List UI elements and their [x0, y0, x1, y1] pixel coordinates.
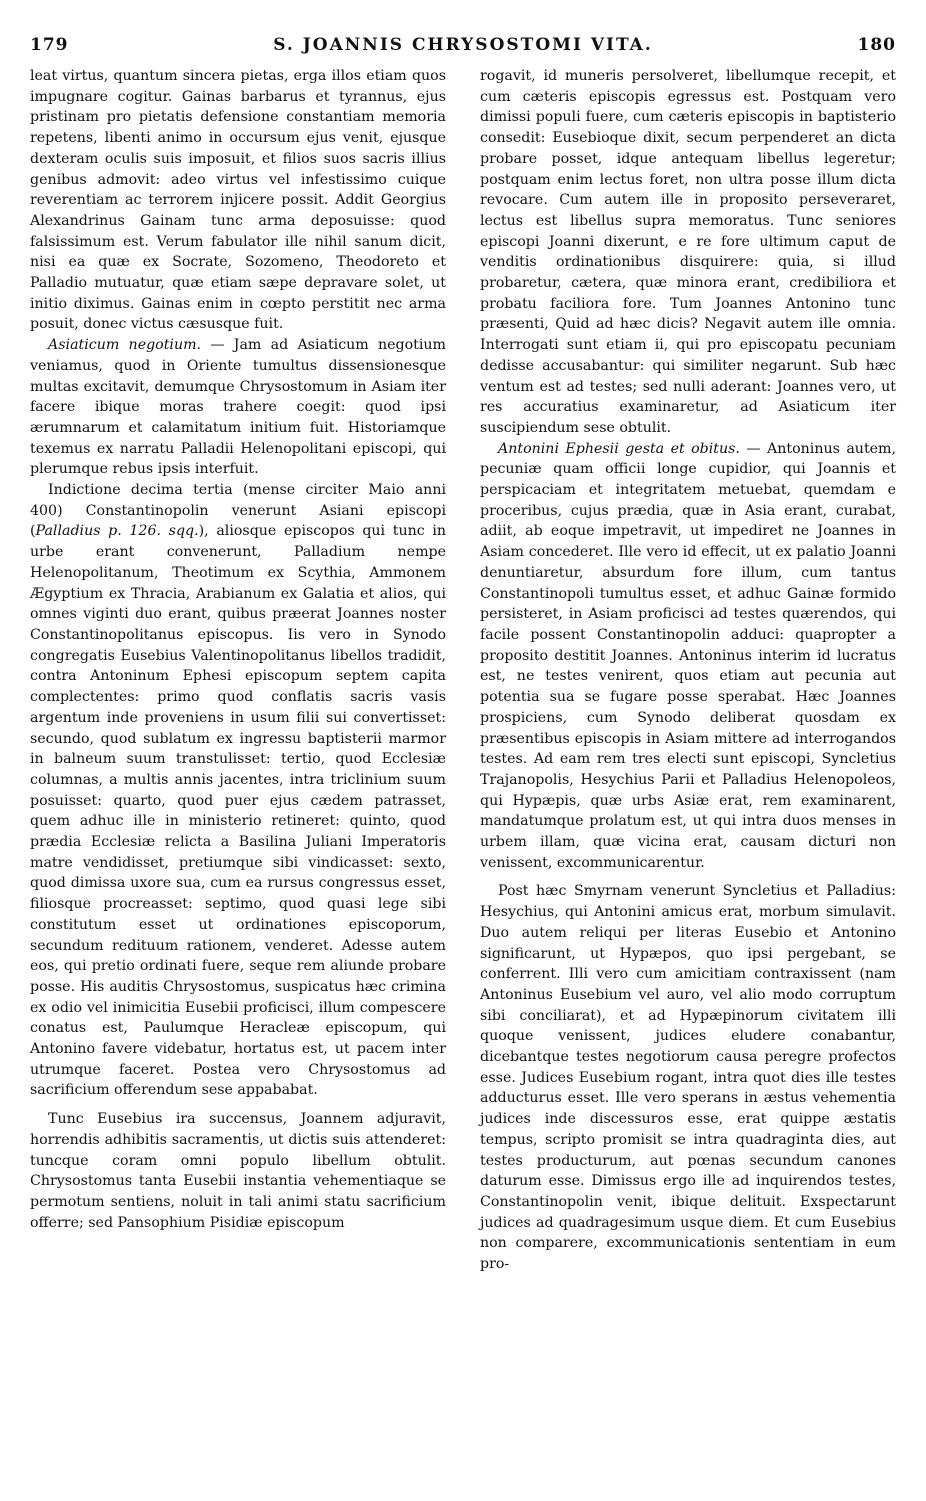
paragraph [30, 335, 446, 480]
section-heading: Asiaticum negotium. [48, 337, 202, 354]
page-number-left: 179 [30, 35, 69, 55]
page-number-right: 180 [857, 35, 896, 55]
citation: Palladius p. 126. sqq. [35, 523, 199, 540]
paragraph [480, 439, 896, 874]
paragraph: Tunc Eusebius ira succensus, Joannem adjuravit, horrendis adhibitis sacramentis, ut dictis suis attenderet: tuncque coram omni populo libellum obtulit. Chrysostomus tanta Eusebii instantia vehementiaque se permotum sentiens, noluit in tali animi statu sacrificium offerre; sed Pansophium Pisidiæ episcopum [30, 1111, 446, 1231]
paragraph-text: ), aliosque episcopos qui tunc in urbe erant convenerunt, Palladium nempe Helenopolitanum, Theotimum ex Scythia, Ammonem Ægyptium ex Thracia, Arabianum ex Galatia et alios, qui omnes viginti duo erant, quibus præerat Joannes noster Constantinopolitanus episcopus. Iis vero in Synodo congregatis Eusebius Valentinopolitanus libellos tradidit, contra Antoninum Ephesi episcopum septem capita complectentes: primo quod conflatis sacris vasis argentum inde proveniens in usum filii sui convertisset: secundo, quod sublatum ex ingressu baptisterii marmor in balneum suum transtulisset: tertio, quod Ecclesiæ columnas, a multis annis jacentes, intra triclinium suum posuisset: quarto, quod puer ejus cædem patrasset, quem adhuc ille in ministerio retineret: quinto, quod prædia Ecclesiæ relicta a Basilina Juliani Imperatoris matre vendidisset, pretiumque sibi vindicasset: sexto, quod dimissa uxore sua, cum ea rursus congressus esset, filiosque procreasset: septimo, quod quasi lege sibi constitutum esset ut ordinationes episcoporum, secundum redituum rationem, venderet. Adesse autem eos, qui pretio ordinati fuere, seque rem aliunde probare posse. His auditis Chrysostomus, suspicatus hæc crimina ex odio vel inimicitia Eusebii proficisci, illum compescere conatus est, Paulumque Heracleæ episcopum, qui Antonino favere videbatur, hortatus est, ut pacem inter utrumque faceret. Postea vero Chrysostomus ad sacrificium offerendum sese appababat. [30, 523, 447, 1099]
paragraph-text: — Antoninus autem, pecuniæ quam officii longe cupidior, qui Joannis et perspicaciam et integritatem metuebat, quemdam e proceribus, cujus prædia, quæ in Asia erant, curabat, adiit, ab eoque impetravit, ut impediret ne Joannes in Asiam concederet. Ille vero id effecit, ut ex palatio Joanni denuntiaretur, absurdum fore illum, cum tantus Constantinopoli tumultus esset, et adhuc Gainæ formido persisteret, in Asiam proficisci ad testes quærendos, qui facile possent Constantinopolin adduci: quapropter a proposito destitit Joannes. Antoninus interim id lucratus est, ne testes venirent, quos etiam aut pecunia aut potentia sua se fugare posse sperabat. Hæc Joannes prospiciens, cum Synodo deliberat quosdam ex præsentibus episcopis in Asiam mittere ad interrogandos testes. Ad eam rem tres electi sunt episcopi, Syncletius Trajanopolis, Hesychius Parii et Palladius Helenopoleos, qui Hypæpis, quæ urbs Asiæ erat, rem examinarent, mandatumque prolatum est, ut qui intra duos menses in urbem illam, quæ vicina erat, causam dicturi non venissent, excommunicarentur. [480, 440, 896, 871]
running-title: S. JOANNIS CHRYSOSTOMI VITA. [273, 35, 653, 55]
paragraph: leat virtus, quantum sincera pietas, erga illos etiam quos impugnare cogitur. Gainas barbarus et tyrannus, ejus pristinam pro pietatis defensione constantiam memoria repetens, libenti animo in occursum ejus venit, ejusque dexteram oculis suis imposuit, et filios suos sacris illius genibus admovit: adeo virtus vel infestissimo cuique reverentiam ac terrorem injicere possit. Addit Georgius Alexandrinus Gainam tunc arma deposuisse: quod falsissimum est. Verum fabulator ille nihil sanum dicit, nisi ea quæ ex Socrate, Sozomeno, Theodoreto et Palladio mutuatur, quæ etiam sæpe depravare solet, ut initio diximus. Gainas enim in cœpto perstitit nec arma posuit, donec victus cæsusque fuit. [30, 68, 446, 333]
right-column [480, 66, 896, 1275]
paragraph [30, 480, 446, 1101]
paragraph-text: Indictione decima tertia (mense circiter Maio anni 400) Constantinopolin venerunt Asiani episcopi ( [30, 482, 446, 540]
paragraph: Post hæc Smyrnam venerunt Syncletius et Palladius: Hesychius, qui Antonini amicus erat, morbum simulavit. Duo autem reliqui per literas Eusebio et Antonino significarunt, ut Hypæpos, quo ipsi pergebant, se conferrent. Illi vero cum amicitiam contraxissent (nam Antoninus Eusebium vel auro, vel alio modo corruptum sibi conciliarat), et ad Hypæpinorum civitatem illi quoque venissent, judices eludere conabantur, dicebantque testes negotiorum causa peregre profectos esse. Judices Eusebium rogant, intra quot dies ille testes adducturus esset. Ille vero sperans in æstus vehementia judices inde discessuros esse, erat quippe æstatis tempus, scripto promisit se intra quadraginta dies, aut testes producturum, aut pœnas secundum canones daturum esse. Dimissus ergo ille ad inquirendos testes, Constantinopolin venit, ibique delituit. Exspectarunt judices ad quadragesimum usque diem. Et cum Eusebius non comparere, excommunicationis sententiam in eum pro- [480, 883, 896, 1273]
paragraph: rogavit, id muneris persolveret, libellumque recepit, et cum cæteris episcopis egressus est. Postquam vero dimissi populi fuere, cum cæteris episcopis in baptisterio consedit: Eusebioque dixit, secum perpenderet an dicta probare posset, idque antequam libellus legeretur; postquam enim lectus foret, non ultra posse illum dicta revocare. Cum autem ille in proposito perseveraret, lectus est libellus supra memoratus. Tunc seniores episcopi Joanni dixerunt, e re fore ultimum caput de venditis ordinationibus disquirere: quia, si illud probaretur, cætera, quæ minora erant, credibiliora et probatu faciliora fore. Tum Joannes Antonino tunc præsenti, Quid ad hæc dicis? Negavit autem ille omnia. Interrogati sunt etiam ii, qui pro episcopatu pecuniam dedisse accusabantur: qui similiter negarunt. Sub hæc ventum est ad testes; sed nulli aderant: Joannes vero, ut res accuratius examinaretur, ad Asiaticum iter suscipiendum sese obtulit. [480, 68, 896, 436]
left-column [30, 66, 446, 1233]
page-header [30, 10, 896, 55]
section-heading: Antonini Ephesii gesta et obitus. [498, 440, 740, 457]
paragraph-text: — Jam ad Asiaticum negotium veniamus, quod in Oriente tumultus dissensionesque multas excitavit, demumque Chrysostomum in Asiam iter facere ibique moras trahere coegit: quod ipsi ærumnarum et calamitatum initium fuit. Historiamque texemus ex narratu Palladii Helenopolitani episcopi, qui plerumque rebus ipsis interfuit. [30, 337, 446, 478]
